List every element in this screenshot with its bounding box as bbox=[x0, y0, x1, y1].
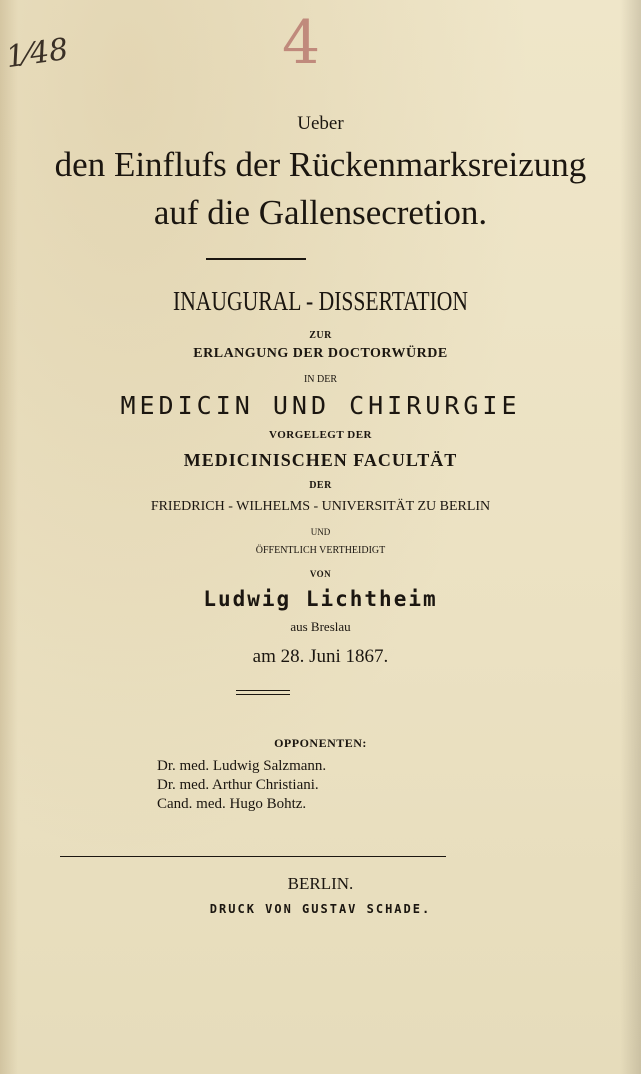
text-verteidigt: ÖFFENTLICH VERTHEIDIGT bbox=[255, 545, 386, 556]
opponent-3: Cand. med. Hugo Bohtz. bbox=[157, 796, 307, 812]
text-faculty-subject: MEDICIN UND CHIRURGIE bbox=[120, 391, 521, 420]
opponent-2: Dr. med. Arthur Christiani. bbox=[157, 777, 319, 793]
author-origin: aus Breslau bbox=[290, 619, 351, 634]
opponents-list bbox=[157, 757, 326, 814]
imprint-rule bbox=[60, 856, 446, 857]
handwritten-shelfmark: 1⁄48 bbox=[3, 31, 71, 76]
text-der: DER bbox=[309, 480, 332, 491]
title-divider bbox=[206, 258, 306, 260]
opponents-heading: OPPONENTEN: bbox=[274, 736, 367, 750]
title-over: Ueber bbox=[297, 113, 344, 134]
pencil-mark: 4 bbox=[282, 8, 321, 78]
text-university: FRIEDRICH - WILHELMS - UNIVERSITÄT ZU BERLIN bbox=[150, 499, 491, 514]
text-faculty: MEDICINISCHEN FACULTÄT bbox=[183, 450, 458, 470]
defense-date: am 28. Juni 1867. bbox=[252, 646, 389, 667]
text-zur: ZUR bbox=[309, 330, 332, 341]
double-rule-bottom bbox=[236, 694, 290, 695]
text-von: VON bbox=[309, 569, 332, 579]
author-name: Ludwig Lichtheim bbox=[203, 587, 438, 611]
imprint-city: BERLIN. bbox=[287, 874, 354, 893]
opponent-1: Dr. med. Ludwig Salzmann. bbox=[157, 758, 327, 774]
text-und: UND bbox=[310, 527, 331, 537]
text-in-der: IN DER bbox=[303, 374, 338, 385]
text-erlangung: ERLANGUNG DER DOCTORWÜRDE bbox=[193, 346, 448, 361]
title-line-1: den Einflufs der Rückenmarksreizung bbox=[54, 145, 587, 184]
text-vorgelegt: VORGELEGT DER bbox=[269, 429, 372, 441]
imprint-printer: DRUCK VON GUSTAV SCHADE. bbox=[209, 902, 432, 916]
dissertation-heading: INAUGURAL - DISSERTATION bbox=[173, 286, 468, 316]
title-line-2: auf die Gallensecretion. bbox=[153, 193, 488, 232]
double-rule-top bbox=[236, 690, 290, 691]
